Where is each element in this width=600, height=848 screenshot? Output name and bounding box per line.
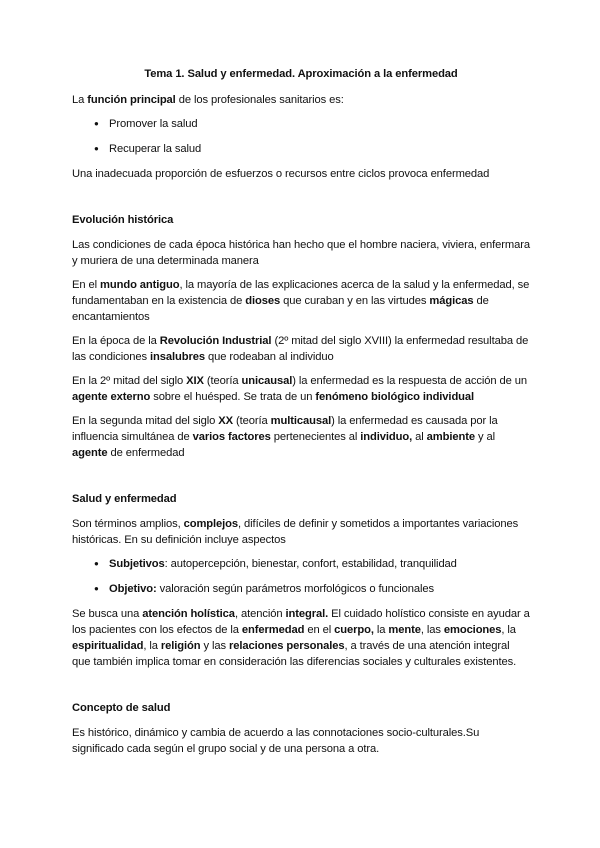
section-heading-salud: Salud y enfermedad [72, 493, 177, 505]
intro-paragraph: La función principal de los profesionales sanitarios es: [72, 94, 344, 106]
list-item: ● Recuperar la salud [94, 141, 530, 157]
list-item: ● Subjetivos: autopercepción, bienestar, confort, estabilidad, tranquilidad [94, 556, 530, 572]
list-item: ● Objetivo: valoración según parámetros morfológicos o funcionales [94, 581, 530, 597]
list-item: ● Promover la salud [94, 116, 530, 132]
salud-list [72, 556, 530, 597]
intro-list [72, 116, 530, 157]
paragraph: Las condiciones de cada época histórica han hecho que el hombre naciera, viviera, enfermara y muriera de una determinada manera [72, 239, 530, 267]
document-page [72, 66, 530, 765]
paragraph: En la segunda mitad del siglo XX (teoría multicausal) la enfermedad es causada por la influencia simultánea de varios factores pertenecientes al individuo, al ambiente y al agente de enfermedad [72, 415, 498, 459]
paragraph: Son términos amplios, complejos, difíciles de definir y sometidos a importantes variaciones históricas. En su definición incluye aspectos [72, 518, 519, 546]
paragraph: En la 2º mitad del siglo XIX (teoría unicausal) la enfermedad es la respuesta de acción de un agente externo sobre el huésped. Se trata de un fenómeno biológico individual [72, 375, 528, 403]
section-heading-concepto: Concepto de salud [72, 702, 171, 714]
section-heading-evolucion: Evolución histórica [72, 214, 174, 226]
intro-paragraph-2: Una inadecuada proporción de esfuerzos o recursos entre ciclos provoca enfermedad [72, 168, 490, 180]
document-title: Tema 1. Salud y enfermedad. Aproximación a la enfermedad [144, 68, 458, 80]
paragraph: Se busca una atención holística, atención integral. El cuidado holístico consiste en ayudar a los pacientes con los efectos de la enfermedad en el cuerpo, la mente, las emociones, la espiritualidad, la religión y las relaciones personales, a través de una atención integral que también implica tomar en consideración las diferencias sociales y culturales existentes. [72, 608, 530, 668]
paragraph: Es histórico, dinámico y cambia de acuerdo a las connotaciones socio-culturales.Su significado cada según el grupo social y de una persona a otra. [72, 727, 480, 755]
paragraph: En la época de la Revolución Industrial (2º mitad del siglo XVIII) la enfermedad resultaba de las condiciones insalubres que rodeaban al individuo [72, 335, 529, 363]
paragraph: En el mundo antiguo, la mayoría de las explicaciones acerca de la salud y la enfermedad, se fundamentaban en la existencia de dioses que curaban y en las virtudes mágicas de encantamientos [72, 279, 530, 323]
